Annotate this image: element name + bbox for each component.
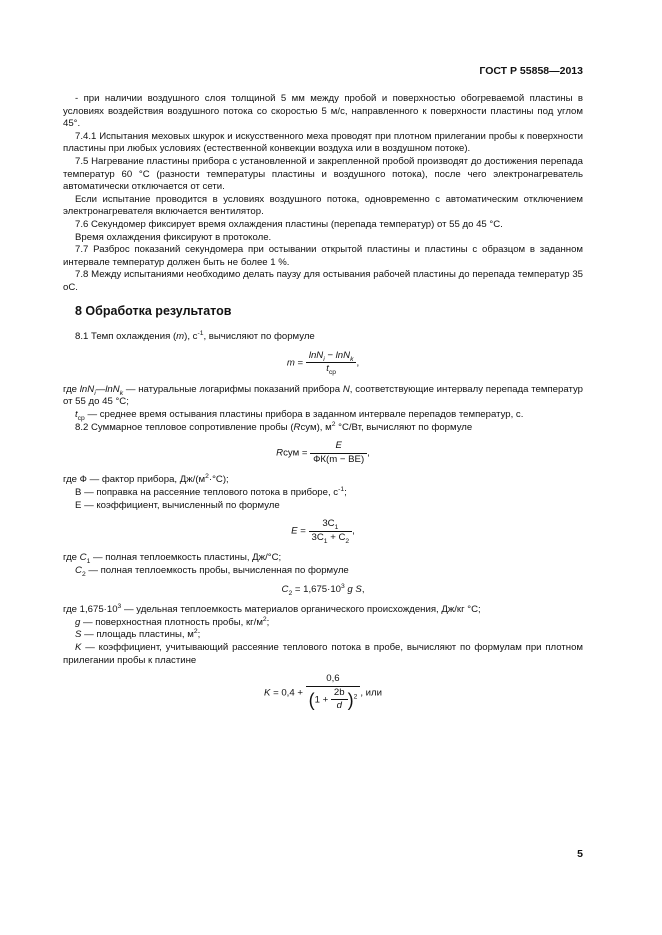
formula-coefficient-e: E = $\frac{3C_1}{3C_1 + C_2}$ , [291,518,355,545]
formula-explanation: g — поверхностная плотность пробы, $кг/м^2$; [75,615,270,628]
formula-heat-capacity: $C_2 = 1,675\cdot 10^3$ g S, [281,582,365,597]
formula-explanation: $C_2$ — полная теплоемкость пробы, вычисленная по формуле [75,565,349,578]
fraction: $\frac{\ln N_i - \ln N_k}{t_{ср}}$ [306,350,357,376]
formula-explanation: K — коэффициент, учитывающий рассеяние теплового потока в пробе, вычисляют по формулам при плотном прилегании пробы к пластине [63,641,583,666]
document-header: ГОСТ Р 55858—2013 [479,65,583,77]
formula-thermal-resistance: Rсум = $\frac{E}{ФК(m - BE)}$ , [276,440,370,465]
paragraph: 7.8 Между испытаниями необходимо делать паузу для остывания рабочей пластины до перепада температур 35 оС. [63,269,583,293]
fraction: $\frac{E}{ФК(m - BE)}$ [310,440,367,466]
paragraph: Если испытание проводится в условиях воздушного потока, одновременно с автоматическим отключением электронагревателя включается вентилятор. [63,193,583,218]
document-body [63,93,583,721]
paragraph: 7.7 Разброс показаний секундомера при остывании открытой пластины и пластины с образцом в заданном интервале температур должен быть не более 1 %. [63,244,583,268]
formula-explanation: S — площадь пластины, $м^2$; [75,628,201,641]
formula-explanation: где $C_1$ — полная теплоемкость пластины, Дж/°С; [63,552,282,566]
paragraph: - при наличии воздушного слоя толщиной 5 мм между пробой и поверхностью обогреваемой пластины в условиях воздействия воздушного потока со скоростью 5 м/с, направленного к поверхности пластины под углом 45°. [63,93,583,130]
paragraph: 7.4.1 Испытания меховых шкурок и искусственного меха проводят при плотном прилегании пробы к поверхности пластины при любых условиях (естественной конвекции воздуха или в воздушном потоке). [63,130,583,155]
formula-explanation: где $1,675\cdot 10^3$ — удельная теплоемкость материалов органического происхождения, Дж/кг °С; [63,603,481,616]
section-heading: 8 Обработка результатов [75,303,232,318]
formula-explanation: Е — коэффициент, вычисленный по формуле [75,499,280,511]
paragraph-8-2: 8.2 Суммарное тепловое сопротивление пробы (Rсум), $м^2$ °С/Вт, вычисляют по формуле [75,420,473,433]
page-number: 5 [577,848,583,860]
formula-cooling-rate: m = $\frac{\ln N_i - \ln N_k}{t_{ср}}$ , [286,349,360,377]
formula-explanation: где lnN$_i$—lnN$_k$ — натуральные логарифмы показаний прибора N, соответствующие интервалу перепада температур от 55 до 45 °С; [63,383,583,408]
fraction: $\frac{3C_1}{3C_1 + C_2}$ [309,518,353,544]
paragraph: Время охлаждения фиксируют в протоколе. [75,231,272,243]
paragraph: 7.6 Секундомер фиксирует время охлаждения пластины (перепада температур) от 55 до 45 °С. [75,218,503,230]
inner-fraction: $\frac{2b}{d}$ [331,687,348,713]
formula-coefficient-k: K = 0,4 + 0,6 (1 + $\frac{2b}{d}$ )$^2$ , или [264,673,382,712]
formula-explanation: $t_{ср}$ — среднее время остывания пластины прибора в заданном интервале перепадов температур, с. [75,409,524,422]
formula-explanation: где Ф — фактор прибора, $Дж/(м^2\cdot^\circ С)$; [63,473,229,486]
paragraph-8-1: 8.1 Темп охлаждения (m), $с^{-1}$, вычисляют по формуле [75,329,315,343]
fraction: 0,6 (1 + $\frac{2b}{d}$ )$^2$ [306,673,361,713]
formula-explanation: В — поправка на рассеяние теплового потока в приборе, $с^{-1}$; [75,485,347,499]
paragraph: 7.5 Нагревание пластины прибора с установленной и закрепленной пробой производят до достижения перепада температур 60 °С (разности температуры пластины и воздушного потока), после чего электронагреватель автоматически отключается от сети. [63,155,583,193]
